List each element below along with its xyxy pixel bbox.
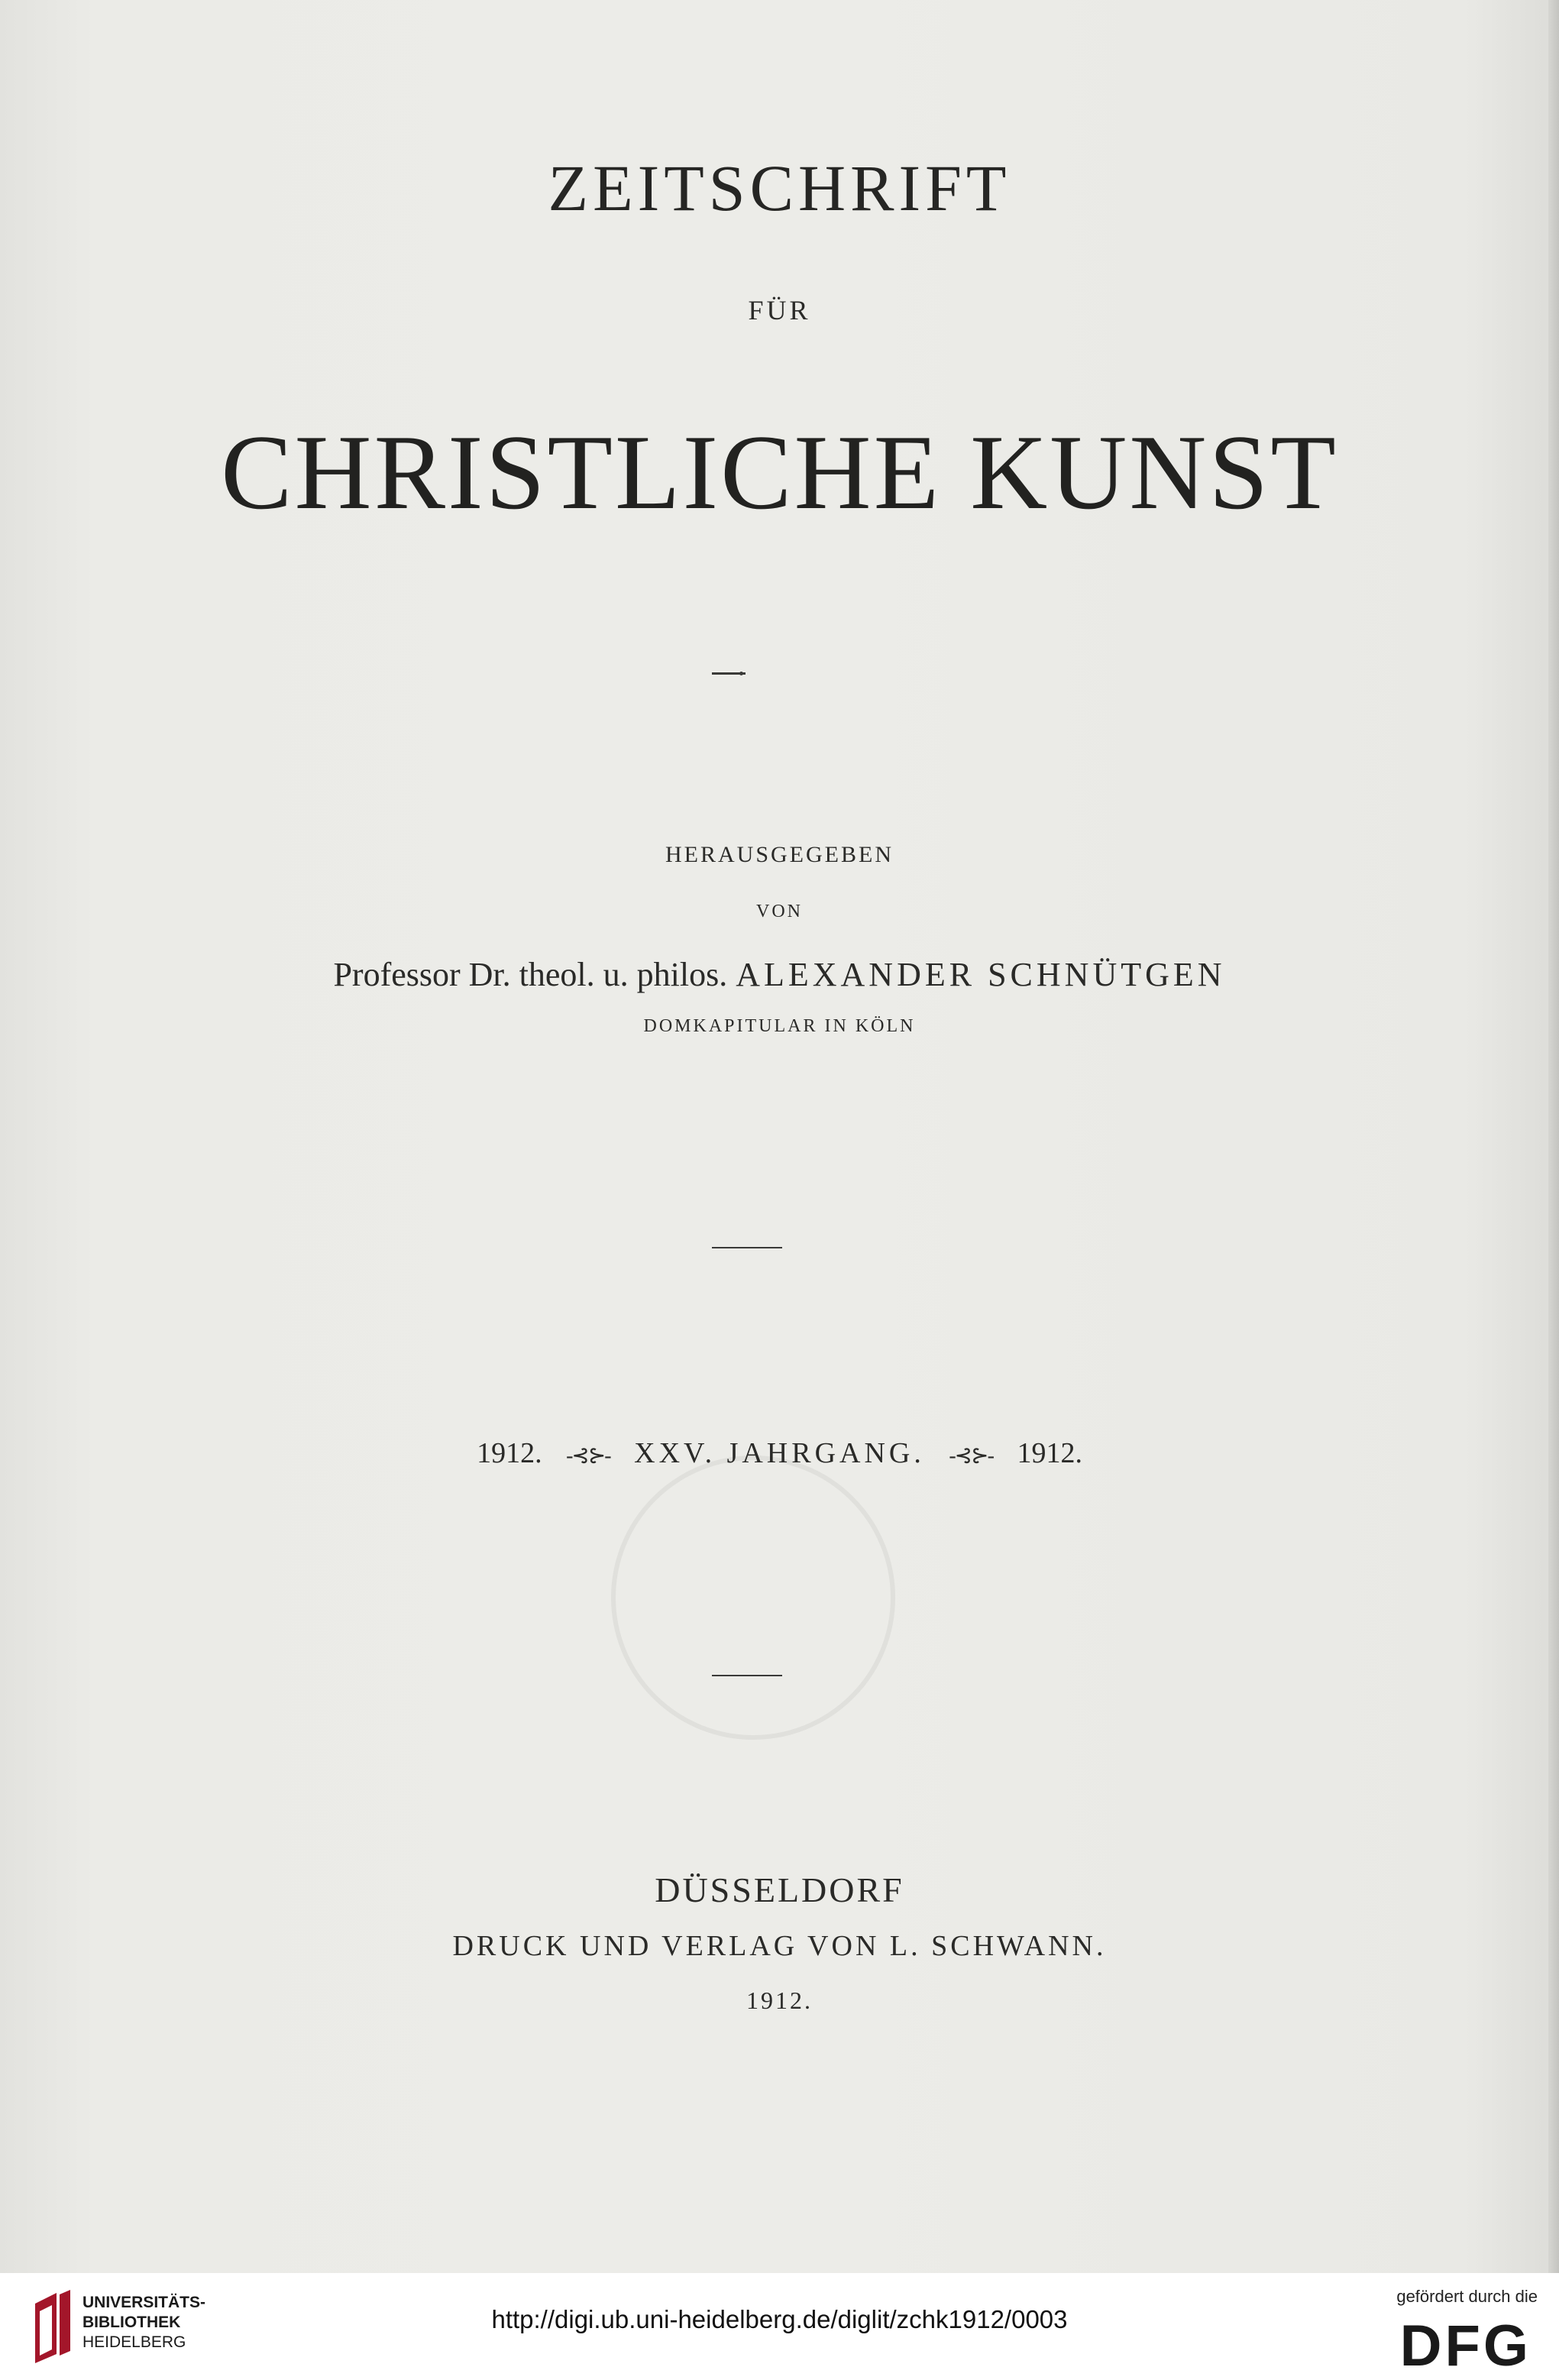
herausgegeben-label: HERAUSGEGEBEN bbox=[665, 842, 894, 867]
imprint-year: 1912. bbox=[746, 1987, 813, 2014]
permalink-url[interactable]: http://digi.ub.uni-heidelberg.de/diglit/zchk1912/0003 bbox=[491, 2305, 1068, 2333]
volume-number: XXV. JAHRGANG. bbox=[634, 1437, 925, 1469]
digitization-footer bbox=[0, 2273, 1559, 2380]
journal-title-connector: FÜR bbox=[748, 295, 811, 325]
imprint-publisher: DRUCK UND VERLAG VON L. SCHWANN. bbox=[452, 1930, 1107, 1962]
journal-title-line-2: CHRISTLICHE KUNST bbox=[221, 413, 1338, 532]
editor-line bbox=[0, 955, 1559, 994]
volume-year-right: 1912. bbox=[1017, 1437, 1082, 1469]
funding-note: gefördert durch die bbox=[1396, 2287, 1538, 2306]
volume-year-left: 1912. bbox=[477, 1437, 542, 1469]
ornament-right-icon: -⊰⊱- bbox=[949, 1444, 993, 1468]
divider-rule-1 bbox=[712, 1247, 782, 1248]
library-line-3: HEIDELBERG bbox=[82, 2333, 186, 2351]
divider-rule-2 bbox=[712, 1675, 782, 1676]
volume-line bbox=[0, 1436, 1559, 1470]
ornament-left-icon: -⊰⊱- bbox=[566, 1444, 610, 1468]
von-label: VON bbox=[756, 902, 803, 921]
journal-title-line-1: ZEITSCHRIFT bbox=[548, 151, 1011, 225]
dfg-logo: DFG bbox=[1399, 2314, 1532, 2378]
imprint-place: DÜSSELDORF bbox=[655, 1870, 904, 1909]
library-line-1: UNIVERSITÄTS- bbox=[82, 2294, 206, 2311]
editor-name: ALEXANDER SCHNÜTGEN bbox=[736, 956, 1226, 993]
ornamental-rule-dot bbox=[739, 672, 743, 675]
editor-title: DOMKAPITULAR IN KÖLN bbox=[643, 1016, 916, 1036]
editor-prefix: Professor Dr. theol. u. philos. bbox=[333, 956, 728, 993]
library-stamp-faint bbox=[611, 1456, 895, 1740]
library-line-2: BIBLIOTHEK bbox=[82, 2314, 181, 2331]
